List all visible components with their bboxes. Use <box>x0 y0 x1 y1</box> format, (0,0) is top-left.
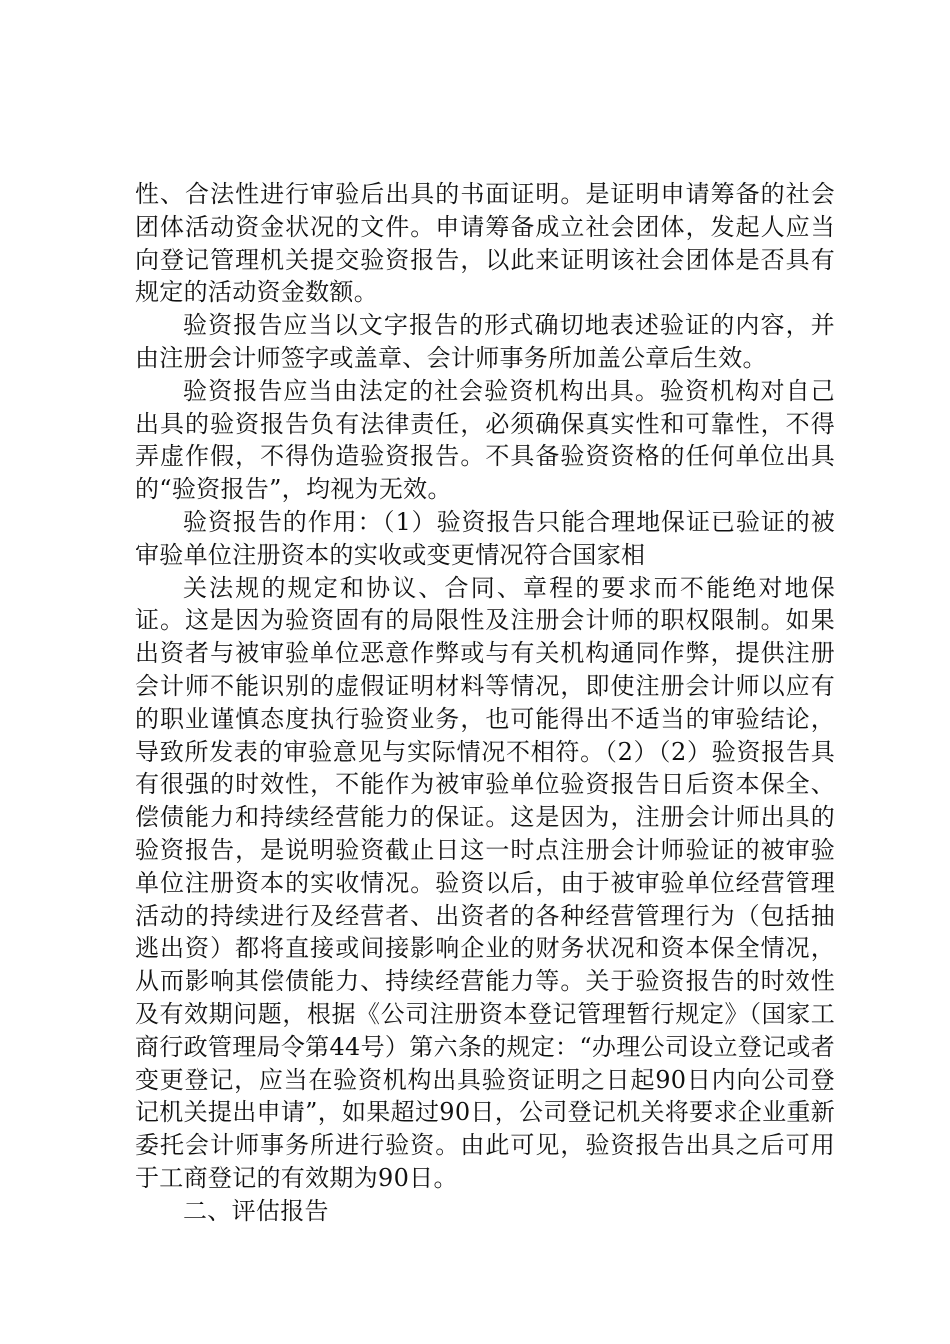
paragraph-report-form: 验资报告应当以文字报告的形式确切地表述验证的内容，并由注册会计师签字或盖章、会计师事务所加盖公章后生效。 <box>135 311 835 372</box>
paragraph-report-function: 验资报告的作用：（1）验资报告只能合理地保证已验证的被审验单位注册资本的实收或变更情况符合国家相 <box>135 507 835 569</box>
document-body <box>135 178 835 1228</box>
section-heading: 二、评估报告 <box>183 1196 329 1225</box>
paragraph-issuing-institution: 验资报告应当由法定的社会验资机构出具。验资机构对自己出具的验资报告负有法律责任，必须确保真实性和可靠性，不得弄虚作假，不得伪造验资报告。不具备验资资格的任何单位出具的“验资报告”，均视为无效。 <box>135 376 835 504</box>
paragraph-continuation: 性、合法性进行审验后出具的书面证明。是证明申请筹备的社会团体活动资金状况的文件。申请筹备成立社会团体，发起人应当向登记管理机关提交验资报告，以此来证明该社会团体是否具有规定的活动资金数额。 <box>135 180 835 307</box>
paragraph-limitations-validity: 关法规的规定和协议、合同、章程的要求而不能绝对地保证。这是因为验资固有的局限性及注册会计师的职权限制。如果出资者与被审验单位恶意作弊或与有关机构通同作弊，提供注册会计师不能识别的虚假证明材料等情况，即使注册会计师以应有的职业谨慎态度执行验资业务，也可能得出不适当的审验结论，导致所发表的审验意见与实际情况不相符。（2）（2）验资报告具有很强的时效性，不能作为被审验单位验资报告日后资本保全、偿债能力和持续经营能力的保证。这是因为，注册会计师出具的验资报告，是说明验资截止日这一时点注册会计师验证的被审验单位注册资本的实收情况。验资以后，由于被审验单位经营管理活动的持续进行及经营者、出资者的各种经营管理行为（包括抽逃出资）都将直接或间接影响企业的财务状况和资本保全情况，从而影响其偿债能力、持续经营能力等。关于验资报告的时效性及有效期问题，根据《公司注册资本登记管理暂行规定》（国家工商行政管理局令第44号）第六条的规定：“办理公司设立登记或者变更登记，应当在验资机构出具验资证明之日起90日内向公司登记机关提出申请”，如果超过90日，公司登记机关将要求企业重新委托会计师事务所进行验资。由此可见，验资报告出具之后可用于工商登记的有效期为90日。 <box>135 573 835 1192</box>
